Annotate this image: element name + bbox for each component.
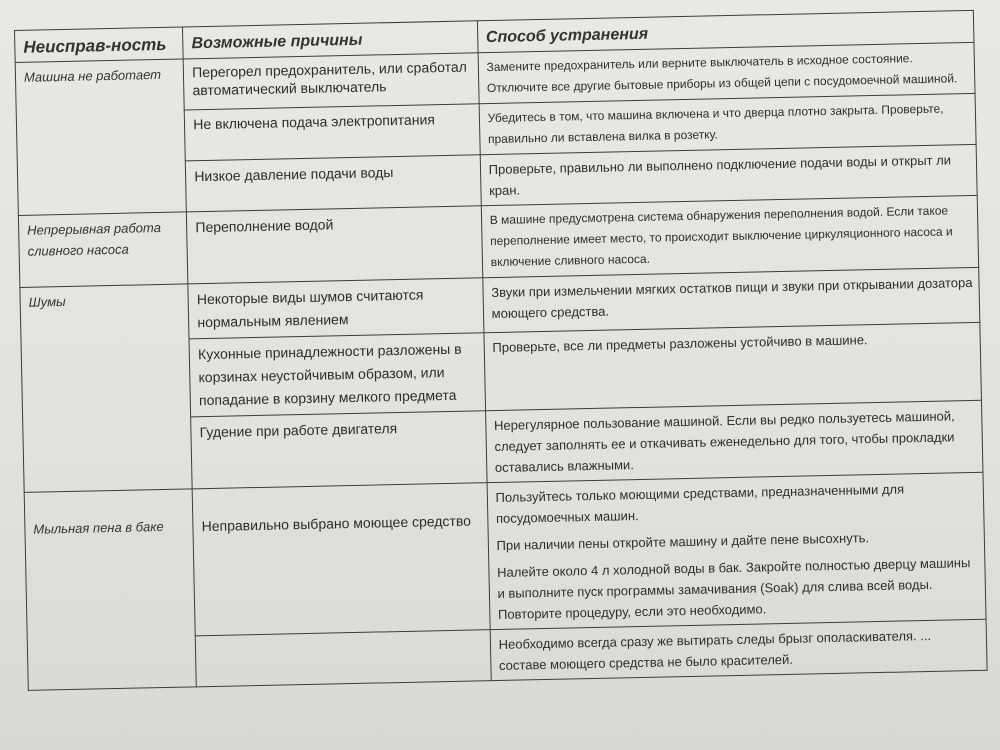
fix-cell: Проверьте, все ли предметы разложены устойчиво в машине. bbox=[484, 322, 982, 410]
fix-cell: Звуки при измельчении мягких остатков пищи и звуки при открывании дозатора моющего средства. bbox=[482, 267, 979, 332]
fault-cell: Непрерывная работа сливного насоса bbox=[18, 212, 188, 288]
cause-cell: Низкое давление подачи воды bbox=[186, 155, 481, 212]
cause-cell: Переполнение водой bbox=[187, 206, 483, 284]
fix-paragraph: Налейте около 4 л холодной воды в бак. Закройте полностью дверцу машины и выполните пуск программы замачивания (Soak) для слива всей воды. Повторите процедуру, если это необходимо. bbox=[496, 555, 971, 622]
fix-cell: Замените предохранитель или верните выключатель в исходное состояние. Отключите все другие бытовые приборы из общей цепи с посудомоечной машиной. bbox=[478, 42, 975, 103]
fix-paragraph: При наличии пены откройте машину и дайте пене высохнуть. bbox=[496, 530, 870, 554]
cause-cell: Неправильно выбрано моющее средство bbox=[192, 483, 489, 636]
fix-cell: Нерегулярное пользование машиной. Если вы редко пользуетесь машиной, следует заполнять ее и откачивать еженедельно для того, чтобы прокладки оставались влажными. bbox=[485, 400, 983, 482]
fix-cell: Убедитесь в том, что машина включена и что дверца плотно закрыта. Проверьте, правильно ли вставлена вилка в розетку. bbox=[479, 93, 976, 154]
cause-cell: Кухонные принадлежности разложены в корзинах неустойчивым образом, или попадание в корзину мелкого предмета bbox=[189, 333, 485, 417]
fix-cell: Необходимо всегда сразу же вытирать следы брызг ополаскивателя. ... составе моющего средства не было красителей. bbox=[490, 619, 987, 680]
troubleshooting-table bbox=[14, 10, 988, 691]
fix-cell bbox=[487, 472, 986, 629]
header-cause: Возможные причины bbox=[183, 21, 478, 59]
cause-cell: Гудение при работе двигателя bbox=[191, 411, 487, 489]
fix-paragraph: Пользуйтесь только моющими средствами, предназначенными для посудомоечных машин. bbox=[495, 481, 905, 527]
fix-cell: В машине предусмотрена система обнаружения переполнения водой. Если такое переполнение имеет место, то происходит выключение циркуляционного насоса и включение сливного насоса. bbox=[481, 195, 979, 277]
fault-cell: Мыльная пена в баке bbox=[24, 489, 196, 690]
fix-cell: Проверьте, правильно ли выполнено подключение подачи воды и открыт ли кран. bbox=[480, 144, 977, 205]
table-row bbox=[24, 472, 986, 639]
cause-cell bbox=[195, 630, 490, 687]
fault-cell: Шумы bbox=[20, 284, 192, 492]
cause-cell: Некоторые виды шумов считаются нормальным явлением bbox=[188, 278, 484, 339]
header-fault: Неисправ-ность bbox=[15, 27, 184, 63]
cause-cell: Не включена подача электропитания bbox=[184, 104, 479, 161]
header-fix: Способ устранения bbox=[477, 10, 974, 52]
fault-cell: Машина не работает bbox=[15, 59, 186, 215]
cause-cell: Перегорел предохранитель, или сработал автоматический выключатель bbox=[183, 53, 478, 110]
